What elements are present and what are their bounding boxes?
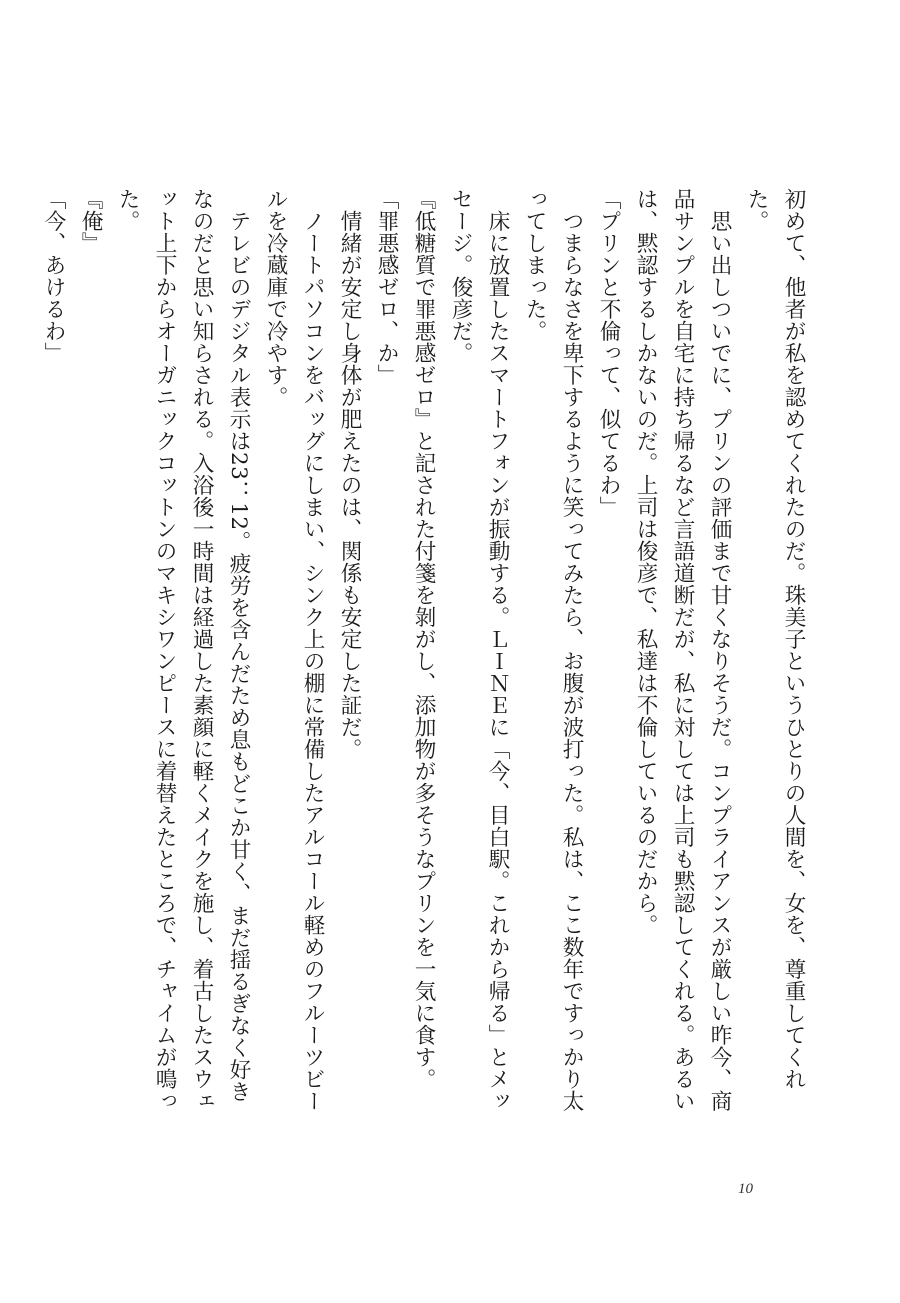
dialogue-line: 「プリンと不倫って、似てるわ」 (596, 188, 621, 518)
vertical-text-body (41, 188, 812, 1118)
paragraph: 床に放置したスマートフォンが振動する。ＬＩＮＥに「今、目白駅。これから帰る」とメッセージ。俊彦だ。 (448, 188, 510, 1112)
page-number: 10 (738, 1181, 753, 1197)
paragraph: テレビのデジタル表示は23：12。疲労を含んだため息もどこか甘く、まだ揺るぎなく好きなのだと思い知らされる。入浴後一時間は経過した素顔に軽くメイクを施し、着古したスウェット上下からオーガニックコットンのマキシワンピースに着替えたところで、チャイムが鳴った。 (115, 188, 251, 1112)
paragraph: 初めて、他者が私を認めてくれたのだ。珠美子というひとりの人間を、女を、尊重してくれた。 (744, 188, 806, 1090)
paragraph: つまらなさを卑下するように笑ってみたら、お腹が波打った。私は、ここ数年ですっかり太ってしまった。 (522, 188, 584, 1112)
dialogue-line: 『俺』 (78, 188, 103, 254)
paragraph: 『低糖質で罪悪感ゼロ』と記された付箋を剝がし、添加物が多そうなプリンを一気に食す。 (411, 188, 436, 1090)
paragraph: 思い出しついでに、プリンの評価まで甘くなりそうだ。コンプライアンスが厳しい昨今、商品サンプルを自宅に持ち帰るなど言語道断だが、私に対しては上司も黙認してくれる。あるいは、黙認するしかないのだ。上司は俊彦で、私達は不倫しているのだから。 (633, 188, 732, 1112)
dialogue-line: 「今、あけるわ」 (41, 188, 66, 364)
dialogue-line: 「罪悪感ゼロ、か」 (374, 188, 399, 386)
paragraph: ノートパソコンをバッグにしまい、シンク上の棚に常備したアルコール軽めのフルーツビールを冷蔵庫で冷やす。 (263, 188, 325, 1112)
paragraph: 情緒が安定し身体が肥えたのは、関係も安定した証だ。 (337, 209, 362, 760)
